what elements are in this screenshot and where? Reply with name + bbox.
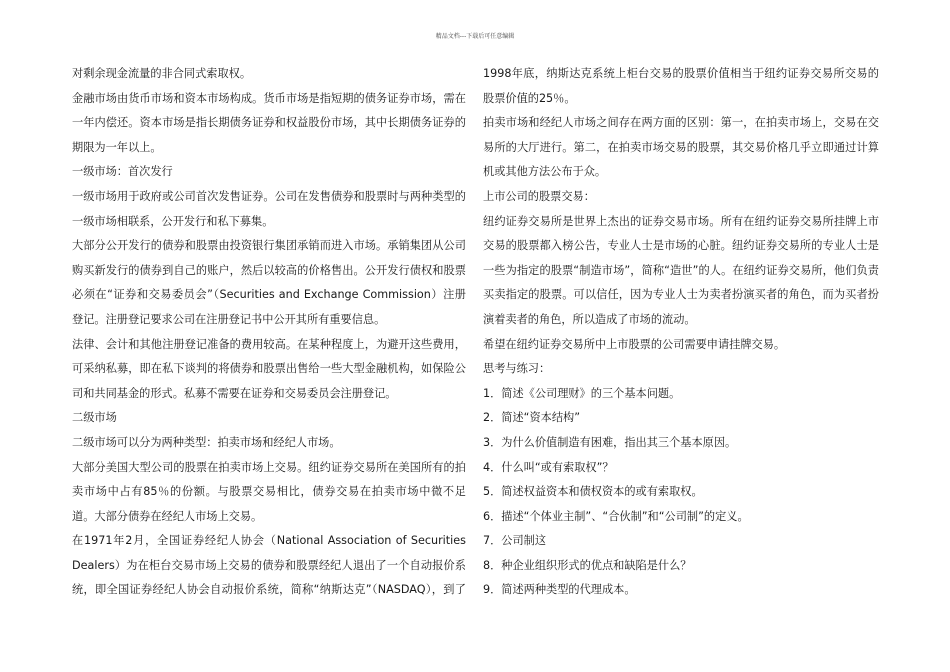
- paragraph: 1998年底，纳斯达克系统上柜台交易的股票价值相当于纽约证券交易所交易的股票价值的25％。: [483, 67, 879, 105]
- left-column: [72, 62, 466, 603]
- exercise-item: 8．种企业组织形式的优点和缺陷是什么？: [483, 558, 692, 572]
- section-heading: 一级市场：首次发行: [72, 165, 173, 179]
- paragraph: 在1971年2月，全国证券经纪人协会（National Association of Securities Dealers）为在柜台交易市场上交易的债券和股票经纪人退出了一个自动报价系统，即全国证券经纪人协会自动报价系统，简称“纳斯达克”（NASDAQ），到了: [72, 534, 466, 597]
- paragraph: 拍卖市场和经纪人市场之间存在两方面的区别：第一，在拍卖市场上，交易在交易所的大厅进行。第二，在拍卖市场交易的股票，其交易价格几乎立即通过计算机或其他方法公布于众。: [483, 116, 879, 179]
- exercise-item: 5．简述权益资本和债权资本的或有索取权。: [483, 485, 703, 499]
- paragraph: 大部分公开发行的债券和股票由投资银行集团承销而进入市场。承销集团从公司购买新发行的债券到自己的账户，然后以较高的价格售出。公开发行债权和股票必须在“证券和交易委员会”（Securities and Exchange Commission）注册登记。注册登记要求公司在注册登记书中公开其所有重要信息。: [72, 239, 466, 326]
- paragraph: 法律、会计和其他注册登记准备的费用较高。在某种程度上，为避开这些费用，可采纳私募，即在私下谈判的将债券和股票出售给一些大型金融机构，如保险公司和共同基金的形式。私募不需要在证券和交易委员会注册登记。: [72, 337, 466, 400]
- exercise-item: 3．为什么价值制造有困难，指出其三个基本原因。: [483, 435, 737, 449]
- paragraph: 一级市场用于政府或公司首次发售证券。公司在发售债券和股票时与两种类型的一级市场相联系，公开发行和私下募集。: [72, 189, 466, 228]
- right-column: [483, 62, 879, 603]
- paragraph: 纽约证券交易所是世界上杰出的证券交易市场。所有在纽约证券交易所挂牌上市交易的股票都入榜公告，专业人士是市场的心脏。纽约证券交易所的专业人士是一些为指定的股票“制造市场”，简称“造世”的人。在纽约证券交易所，他们负责买卖指定的股票。可以信任，因为专业人士为卖者扮演买者的角色，而为买者扮演着卖者的角色，所以造成了市场的流动。: [483, 214, 879, 326]
- paragraph: 希望在纽约证券交易所中上市股票的公司需要申请挂牌交易。: [483, 337, 786, 351]
- section-heading: 上市公司的股票交易：: [483, 189, 595, 203]
- paragraph: 对剩余现金流量的非合同式索取权。: [72, 67, 252, 80]
- page-header: 精品文档---下载后可任意编辑: [435, 33, 515, 40]
- section-heading: 思考与练习：: [483, 362, 551, 376]
- exercise-item: 6．描述“个体业主制”、“合伙制”和“公司制”的定义。: [483, 509, 749, 523]
- section-heading: 二级市场: [72, 411, 117, 425]
- exercise-item: 1．简述《公司理财》的三个基本问题。: [483, 386, 681, 400]
- exercise-item: 9．简述两种类型的代理成本。: [483, 583, 636, 597]
- exercise-item: 4．什么叫“或有索取权”？: [483, 460, 614, 474]
- exercise-item: 2．简述“资本结构”: [483, 411, 581, 425]
- exercise-item: 7．公司制这: [483, 534, 547, 548]
- paragraph: 大部分美国大型公司的股票在拍卖市场上交易。纽约证券交易所在美国所有的拍卖市场中占有85％的份额。与股票交易相比，债券交易在拍卖市场中微不足道。大部分债券在经纪人市场上交易。: [72, 460, 466, 523]
- paragraph: 金融市场由货币市场和资本市场构成。货币市场是指短期的债务证券市场，需在一年内偿还。资本市场是指长期债务证券和权益股份市场，其中长期债务证券的期限为一年以上。: [72, 91, 466, 154]
- paragraph: 二级市场可以分为两种类型：拍卖市场和经纪人市场。: [72, 435, 341, 449]
